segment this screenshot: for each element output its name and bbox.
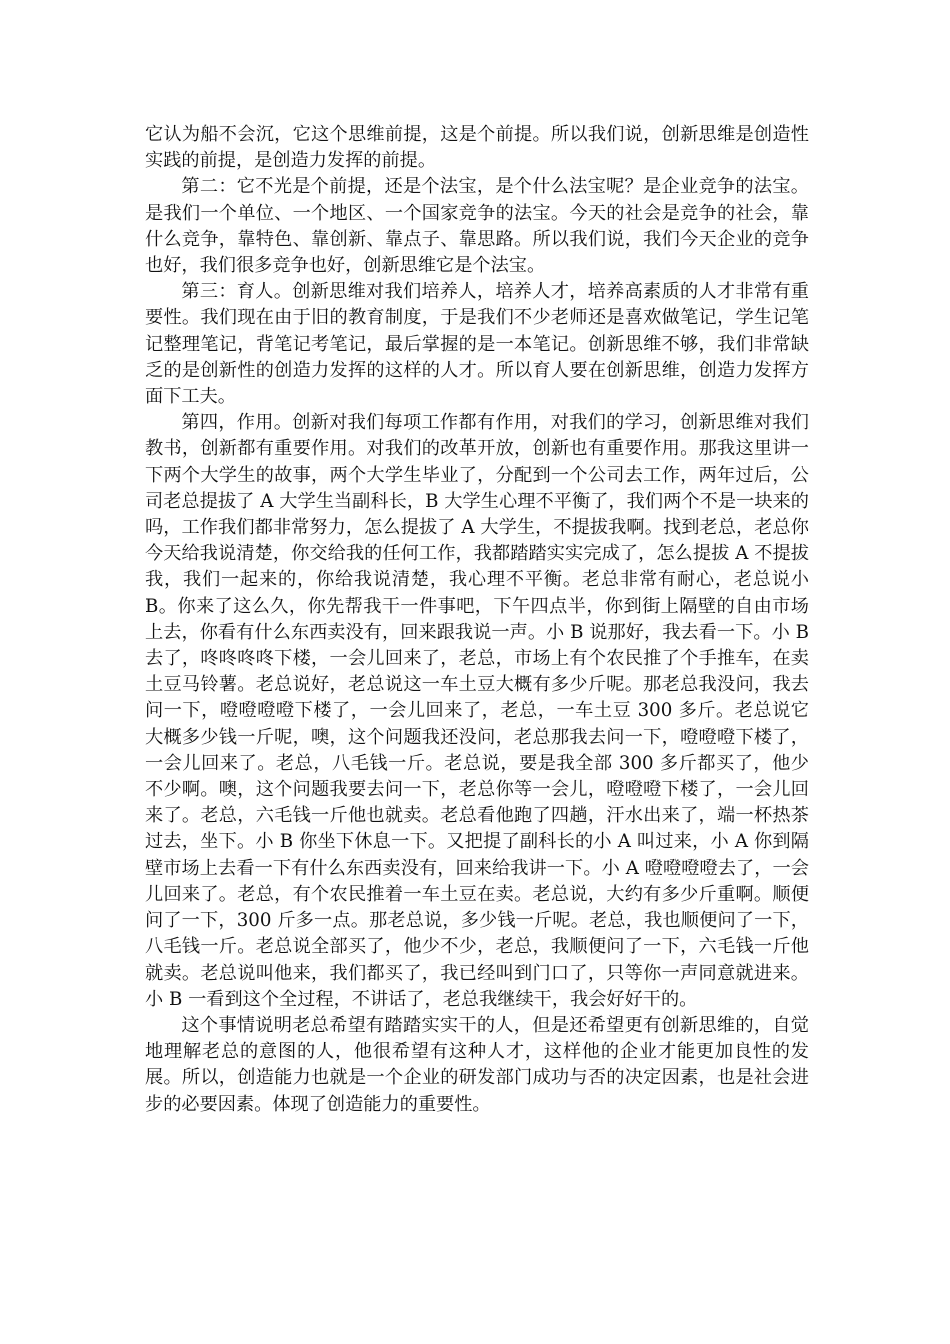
paragraph-fourth: 第四，作用。创新对我们每项工作都有作用，对我们的学习，创新思维对我们教书，创新都有重要作用。对我们的改革开放，创新也有重要作用。那我这里讲一下两个大学生的故事，两个大学生毕业了，分配到一个公司去工作，两年过后，公司老总提拔了 A 大学生当副科长，B 大学生心理不平衡了，我们两个不是一块来的吗，工作我们都非常努力，怎么提拔了 A 大学生，不提拔我啊。找到老总，老总你今天给我说清楚，你交给我的任何工作，我都踏踏实实完成了，怎么提拔 A 不提拔我，我们一起来的，你给我说清楚，我心理不平衡。老总非常有耐心，老总说小 B。你来了这么久，你先帮我干一件事吧，下午四点半，你到街上隔壁的自由市场上去，你看有什么东西卖没有，回来跟我说一声。小 B 说那好，我去看一下。小 B 去了，咚咚咚咚下楼，一会儿回来了，老总，市场上有个农民推了个手推车，在卖土豆马铃薯。老总说好，老总说这一车土豆大概有多少斤呢。那老总我没问，我去问一下，噔噔噔噔下楼了，一会儿回来了，老总，一车土豆 300 多斤。老总说它大概多少钱一斤呢，噢，这个问题我还没问，老总那我去问一下，噔噔噔下楼了，一会儿回来了。老总，八毛钱一斤。老总说，要是我全部 300 多斤都买了，他少不少啊。噢，这个问题我要去问一下，老总你等一会儿，噔噔噔下楼了，一会儿回来了。老总，六毛钱一斤他也就卖。老总看他跑了四趟，汗水出来了，端一杯热茶过去，坐下。小 B 你坐下休息一下。又把提了副科长的小 A 叫过来，小 A 你到隔壁市场上去看一下有什么东西卖没有，回来给我讲一下。小 A 噔噔噔噔去了，一会儿回来了。老总，有个农民推着一车土豆在卖。老总说，大约有多少斤重啊。顺便问了一下，300 斤多一点。那老总说，多少钱一斤呢。老总，我也顺便问了一下，八毛钱一斤。老总说全部买了，他少不少，老总，我顺便问了一下，六毛钱一斤他就卖。老总说叫他来，我们都买了，我已经叫到门口了，只等你一声同意就进来。小 B 一看到这个全过程，不讲话了，老总我继续干，我会好好干的。 <box>145 412 809 1010</box>
paragraph-conclusion: 这个事情说明老总希望有踏踏实实干的人，但是还希望更有创新思维的，自觉地理解老总的意图的人，他很希望有这种人才，这样他的企业才能更加良性的发展。所以，创造能力也就是一个企业的研发部门成功与否的决定因素，也是社会进步的必要因素。体现了创造能力的重要性。 <box>145 1014 809 1115</box>
paragraph-continuation: 它认为船不会沉，它这个思维前提，这是个前提。所以我们说，创新思维是创造性实践的前提，是创造力发挥的前提。 <box>145 124 809 172</box>
paragraph-third: 第三：育人。创新思维对我们培养人，培养人才，培养高素质的人才非常有重要性。我们现在由于旧的教育制度，于是我们不少老师还是喜欢做笔记，学生记笔记整理笔记，背笔记考笔记，最后掌握的是一本笔记。创新思维不够，我们非常缺乏的是创新性的创造力发挥的这样的人才。所以育人要在创新思维，创造力发挥方面下工夫。 <box>145 281 809 408</box>
document-body <box>145 122 809 1118</box>
paragraph-second: 第二：它不光是个前提，还是个法宝，是个什么法宝呢？是企业竞争的法宝。是我们一个单位、一个地区、一个国家竞争的法宝。今天的社会是竞争的社会，靠什么竞争，靠特色、靠创新、靠点子、靠思路。所以我们说，我们今天企业的竞争也好，我们很多竞争也好，创新思维它是个法宝。 <box>145 176 809 277</box>
